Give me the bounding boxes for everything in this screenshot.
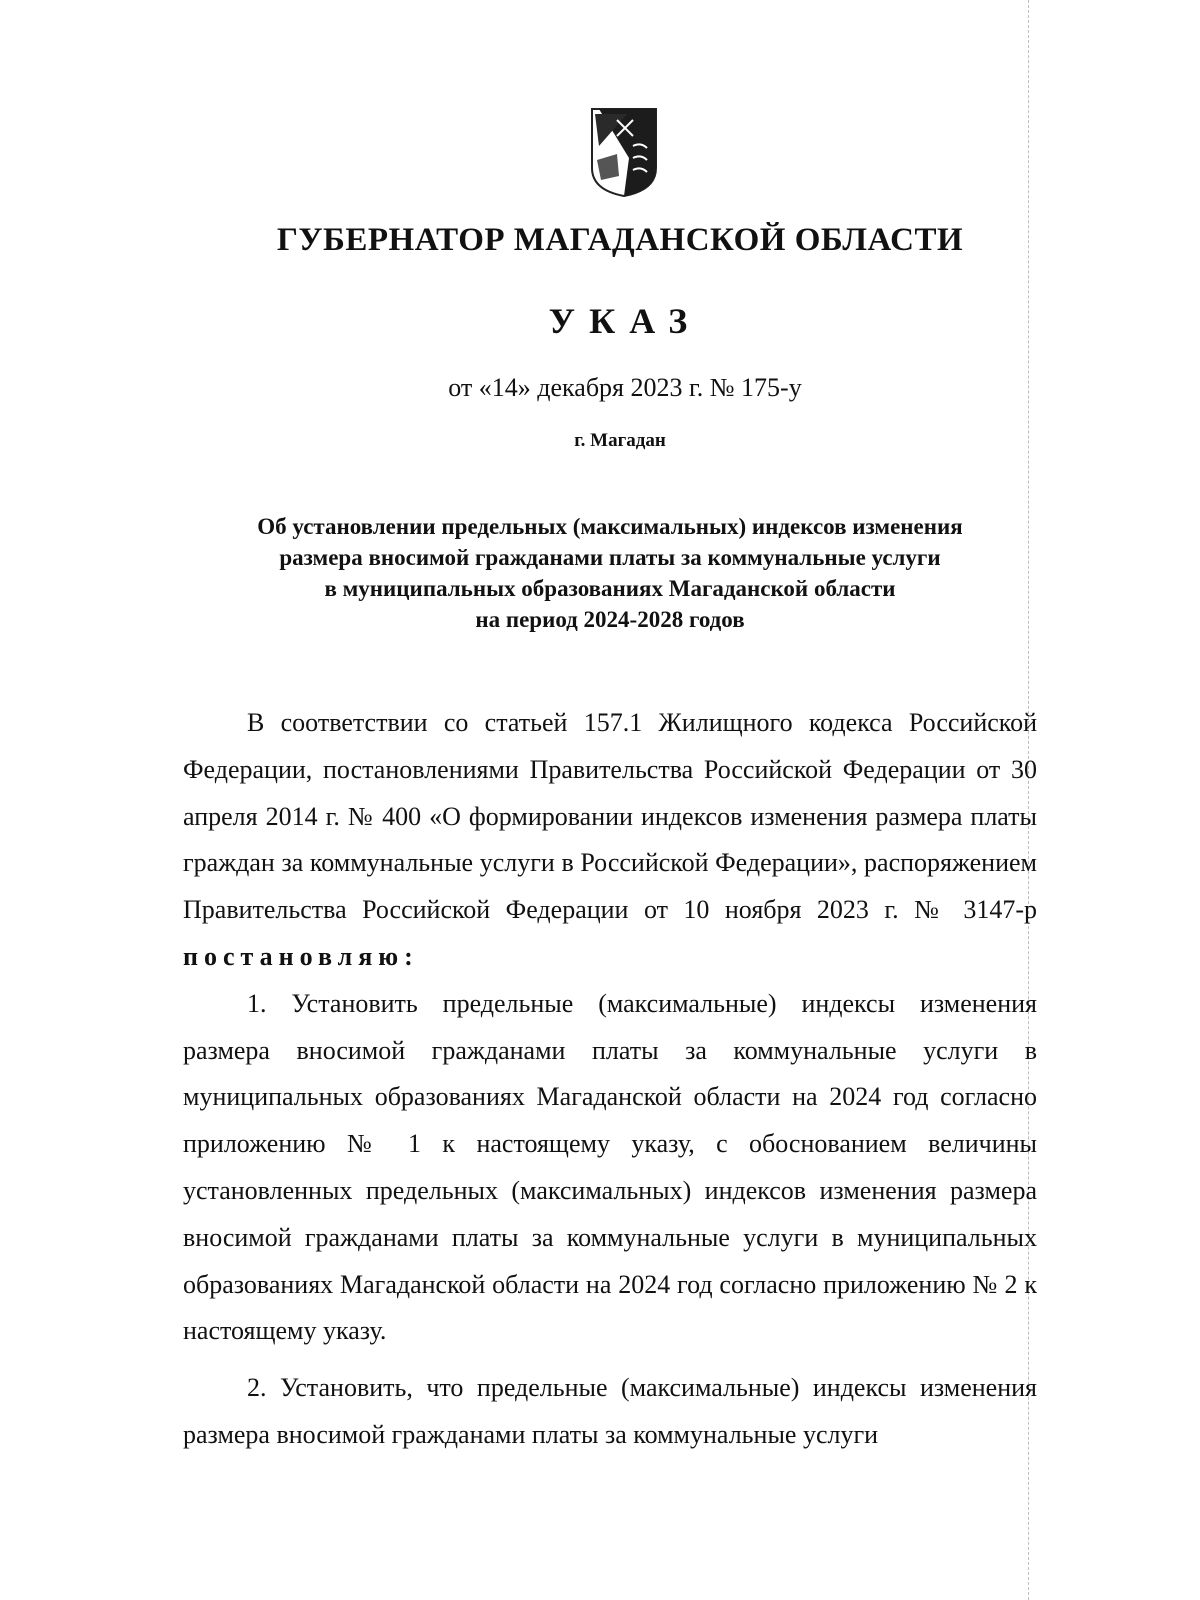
title-line: Об установлении предельных (максимальных) индексов изменения (257, 514, 963, 539)
document-title (180, 511, 1040, 635)
title-line: на период 2024-2028 годов (475, 607, 745, 632)
decree-word: постановляю: (183, 941, 419, 971)
title-line: в муниципальных образованиях Магаданской области (324, 576, 896, 601)
item-2-paragraph: 2. Установить, что предельные (максимальные) индексы изменения размера вносимой гражданами платы за коммунальные услуги (183, 1373, 1037, 1449)
issuing-authority: ГУБЕРНАТОР МАГАДАНСКОЙ ОБЛАСТИ (276, 222, 964, 258)
preamble-paragraph (183, 700, 1037, 981)
preamble-text: В соответствии со статьей 157.1 Жилищного кодекса Российской Федерации, постановлениями Правительства Российской Федерации от 30 апреля 2014 г. № 400 «О формировании индексов изменения размера платы граждан за коммунальные услуги в Российской Федерации», распоряжением Правительства Российской Федерации от 10 ноября 2023 г. № 3147-р (183, 708, 1037, 925)
document-body (183, 700, 1037, 1459)
document-date-number: от «14» декабря 2023 г. № 175-у (448, 373, 802, 402)
coat-of-arms-emblem (589, 106, 659, 198)
document-type: УКАЗ (548, 301, 702, 341)
document-city: г. Магадан (574, 430, 666, 451)
title-line: размера вносимой гражданами платы за коммунальные услуги (279, 545, 941, 570)
item-1-paragraph: 1. Установить предельные (максимальные) индексы изменения размера вносимой гражданами платы за коммунальные услуги в муниципальных образованиях Магаданской области на 2024 год согласно приложению № 1 к настоящему указу, с обоснованием величины установленных предельных (максимальных) индексов изменения размера вносимой гражданами платы за коммунальные услуги в муниципальных образованиях Магаданской области на 2024 год согласно приложению № 2 к настоящему указу. (183, 988, 1037, 1346)
